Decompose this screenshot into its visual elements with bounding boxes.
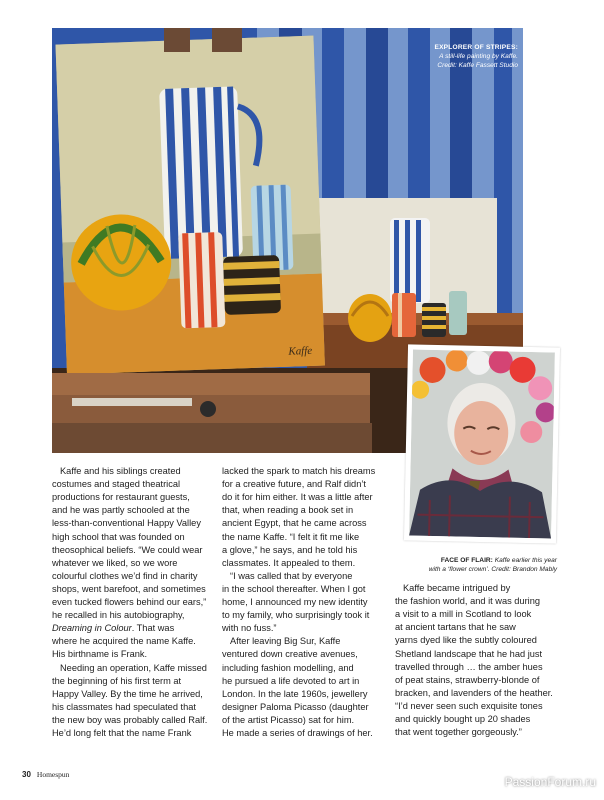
page-number: 30 [22,770,31,779]
text-line: He made a series of drawings of her. [222,728,373,738]
watermark: PassionForum.ru [504,775,596,789]
text-line: Kaffe and his siblings created [60,466,181,476]
text-line: ancient Egypt, that he came across [222,518,367,529]
text-line: Needing an operation, Kaffe missed [60,662,207,673]
text-line: Happy Valley. By the time he arrived, [52,688,203,699]
text-line: to my family, who surprisingly took it [222,610,370,621]
text-line: including fashion modelling, and [222,662,354,673]
text-line: home, I announced my new identity [222,597,368,607]
page-footer [22,770,69,779]
portrait-image [409,350,555,539]
text-line: Shetland landscape that he had just [395,648,543,659]
text-line: the new boy was probably called Ralf. [52,714,208,725]
portrait-caption-headline: FACE OF FLAIR: [440,557,493,564]
kaffe-portrait-photo [404,344,560,543]
text-line: classmates. It appealed to them. [222,557,356,568]
text-line: of the artist Picasso) sat for him. [222,714,355,725]
text-line: colourful clothes we’d find in charity [52,570,198,581]
text-line: travelled through … the amber hues [395,661,543,672]
text-line: that went together gorgeously.” [395,727,522,738]
text-line: “I’d never seen such exquisite tones [395,700,543,711]
text-line: of peat stains, strawberry-blonde of [395,674,540,685]
text-line: less-than-conventional Happy Valley [52,518,201,529]
text-line: whatever we liked, so we wore [52,557,178,568]
text-line: After leaving Big Sur, Kaffe [230,636,341,647]
caption-headline: EXPLORER OF STRIPES: [434,44,518,51]
text-line: London. In the late 1960s, jewellery [222,688,368,699]
book-title: Dreaming in Colour [52,623,132,634]
text-line: where he acquired the name Kaffe. [52,636,196,647]
caption-line: A still-life painting by Kaffe. [439,53,518,60]
text-line: Kaffe became intrigued by [403,583,511,593]
photo-caption [338,43,518,70]
text-line: theosophical beliefs. “We could wear [52,544,203,555]
text-line: “I was called that by everyone [230,570,353,581]
text-line: and he was partly schooled at the [52,505,190,516]
text-line: ventured down creative avenues, [222,649,358,660]
text-line: he recalled in his autobiography, [52,610,185,621]
text-line: yarns dyed like the subtly coloured [395,635,537,646]
text-line: the beginning of his first term at [52,675,182,686]
publication-name: Homespun [36,770,70,779]
painting-signature: Kaffe [288,344,313,358]
text-line: he pursued a life devoted to art in [222,675,360,686]
text-line [52,622,214,635]
text-line: a visit to a mill in Scotland to look [395,609,532,620]
text-line: He’d long felt that the name Frank [52,728,192,738]
text-line: at ancient tartans that he saw [395,622,516,633]
text-line: the fashion world, and it was during [395,596,541,607]
text-line: bracken, and lavenders of the heather. [395,687,553,698]
text-fragment: . That was [131,623,175,634]
text-line: with no fuss.” [222,623,277,634]
text-line: productions for restaurant guests, [52,492,190,503]
text-line: for a creative future, and Ralf didn’t [222,479,366,490]
text-line: even tucked flowers behind our ears,” [52,597,207,607]
text-line: do it for him either. It was a little after [222,492,373,503]
text-line: lacked the spark to match his dreams [222,466,376,476]
text-line: his classmates had speculated that [52,701,196,712]
caption-credit: Credit: Kaffe Fassett Studio [437,62,518,69]
text-line: a glove,” he says, and he told his [222,544,358,555]
text-line: His birthname is Frank. [52,649,148,660]
text-line: the name Kaffe. “I felt it fit me like [222,531,360,542]
text-line: that, when reading a book set in [222,505,354,516]
portrait-caption [395,556,557,574]
text-line: and quickly bought up 20 shades [395,714,531,724]
easel-ledge [52,373,372,453]
text-line: designer Paloma Picasso (daughter [222,701,369,712]
text-line: in the school thereafter. When I got [222,583,366,594]
kaffe-painting [56,36,325,375]
text-line: shops, went barefoot, and sometimes [52,583,206,594]
text-line: costumes and staged theatrical [52,479,181,490]
portrait-caption-credit: with a ‘flower crown’. Credit: Brandon Mably [428,566,557,573]
text-line: high school that was founded on [52,531,185,542]
portrait-caption-text: Kaffe earlier this year [492,557,557,564]
